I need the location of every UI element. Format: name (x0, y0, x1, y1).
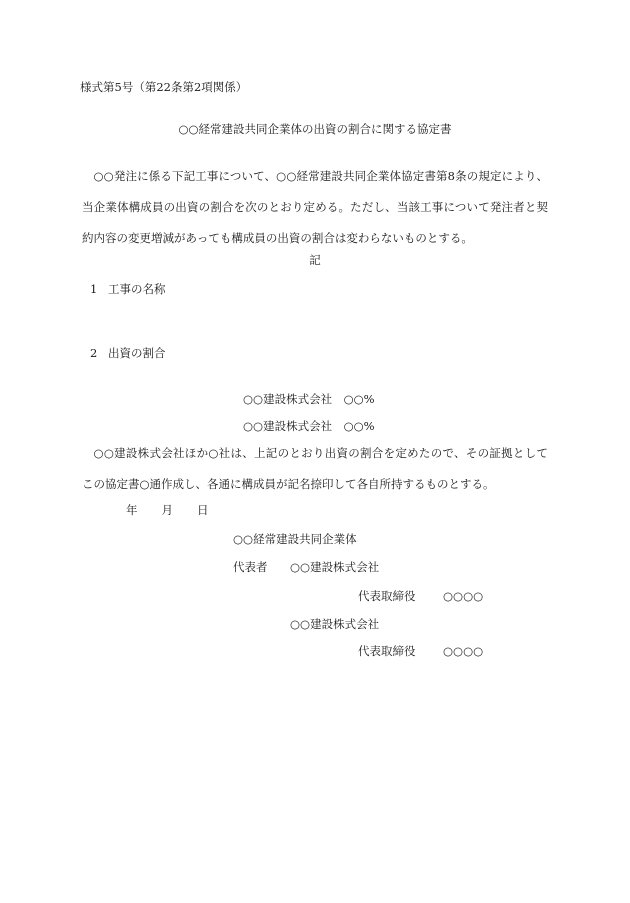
member-company: ○○建設株式会社 (290, 617, 380, 631)
section-label: 工事の名称 (108, 282, 166, 296)
date-month: 月 (161, 503, 173, 517)
member-name: ○○○○ (443, 589, 484, 603)
member-title: 代表取締役 (358, 589, 416, 603)
section-investment-ratio (90, 348, 166, 360)
representative-label: 代表者 (233, 560, 268, 574)
date-day: 日 (197, 503, 209, 517)
jv-name: ○○経常建設共同企業体 (233, 532, 357, 546)
member-title: 代表取締役 (358, 644, 416, 658)
ki-heading: 記 (309, 253, 321, 267)
date-year: 年 (126, 503, 138, 517)
date-line (126, 505, 233, 517)
member-company: ○○建設株式会社 (290, 560, 380, 574)
section-number: 2 (90, 346, 98, 360)
share-line: ○○建設株式会社 ○○% (243, 392, 375, 406)
document-title: ○○経常建設共同企業体の出資の割合に関する協定書 (178, 122, 452, 136)
section-number: 1 (90, 282, 98, 296)
closing-paragraph: ○○建設株式会社ほか○社は、上記のとおり出資の割合を定めたので、その証拠としてこの協定書○通作成し、各通に構成員が記名捺印して各自所持するものとする。 (82, 446, 548, 491)
member-name: ○○○○ (443, 644, 484, 658)
section-label: 出資の割合 (108, 346, 166, 360)
section-construction-name (90, 284, 166, 296)
intro-paragraph: ○○発注に係る下記工事について、○○経常建設共同企業体協定書第8条の規定により、当企業体構成員の出資の割合を次のとおり定める。ただし、当該工事について発注者と契約内容の変更増減があっても構成員の出資の割合は変わらないものとする。 (82, 169, 548, 245)
form-number: 様式第5号（第22条第2項関係） (80, 80, 248, 94)
share-line: ○○建設株式会社 ○○% (243, 419, 375, 433)
